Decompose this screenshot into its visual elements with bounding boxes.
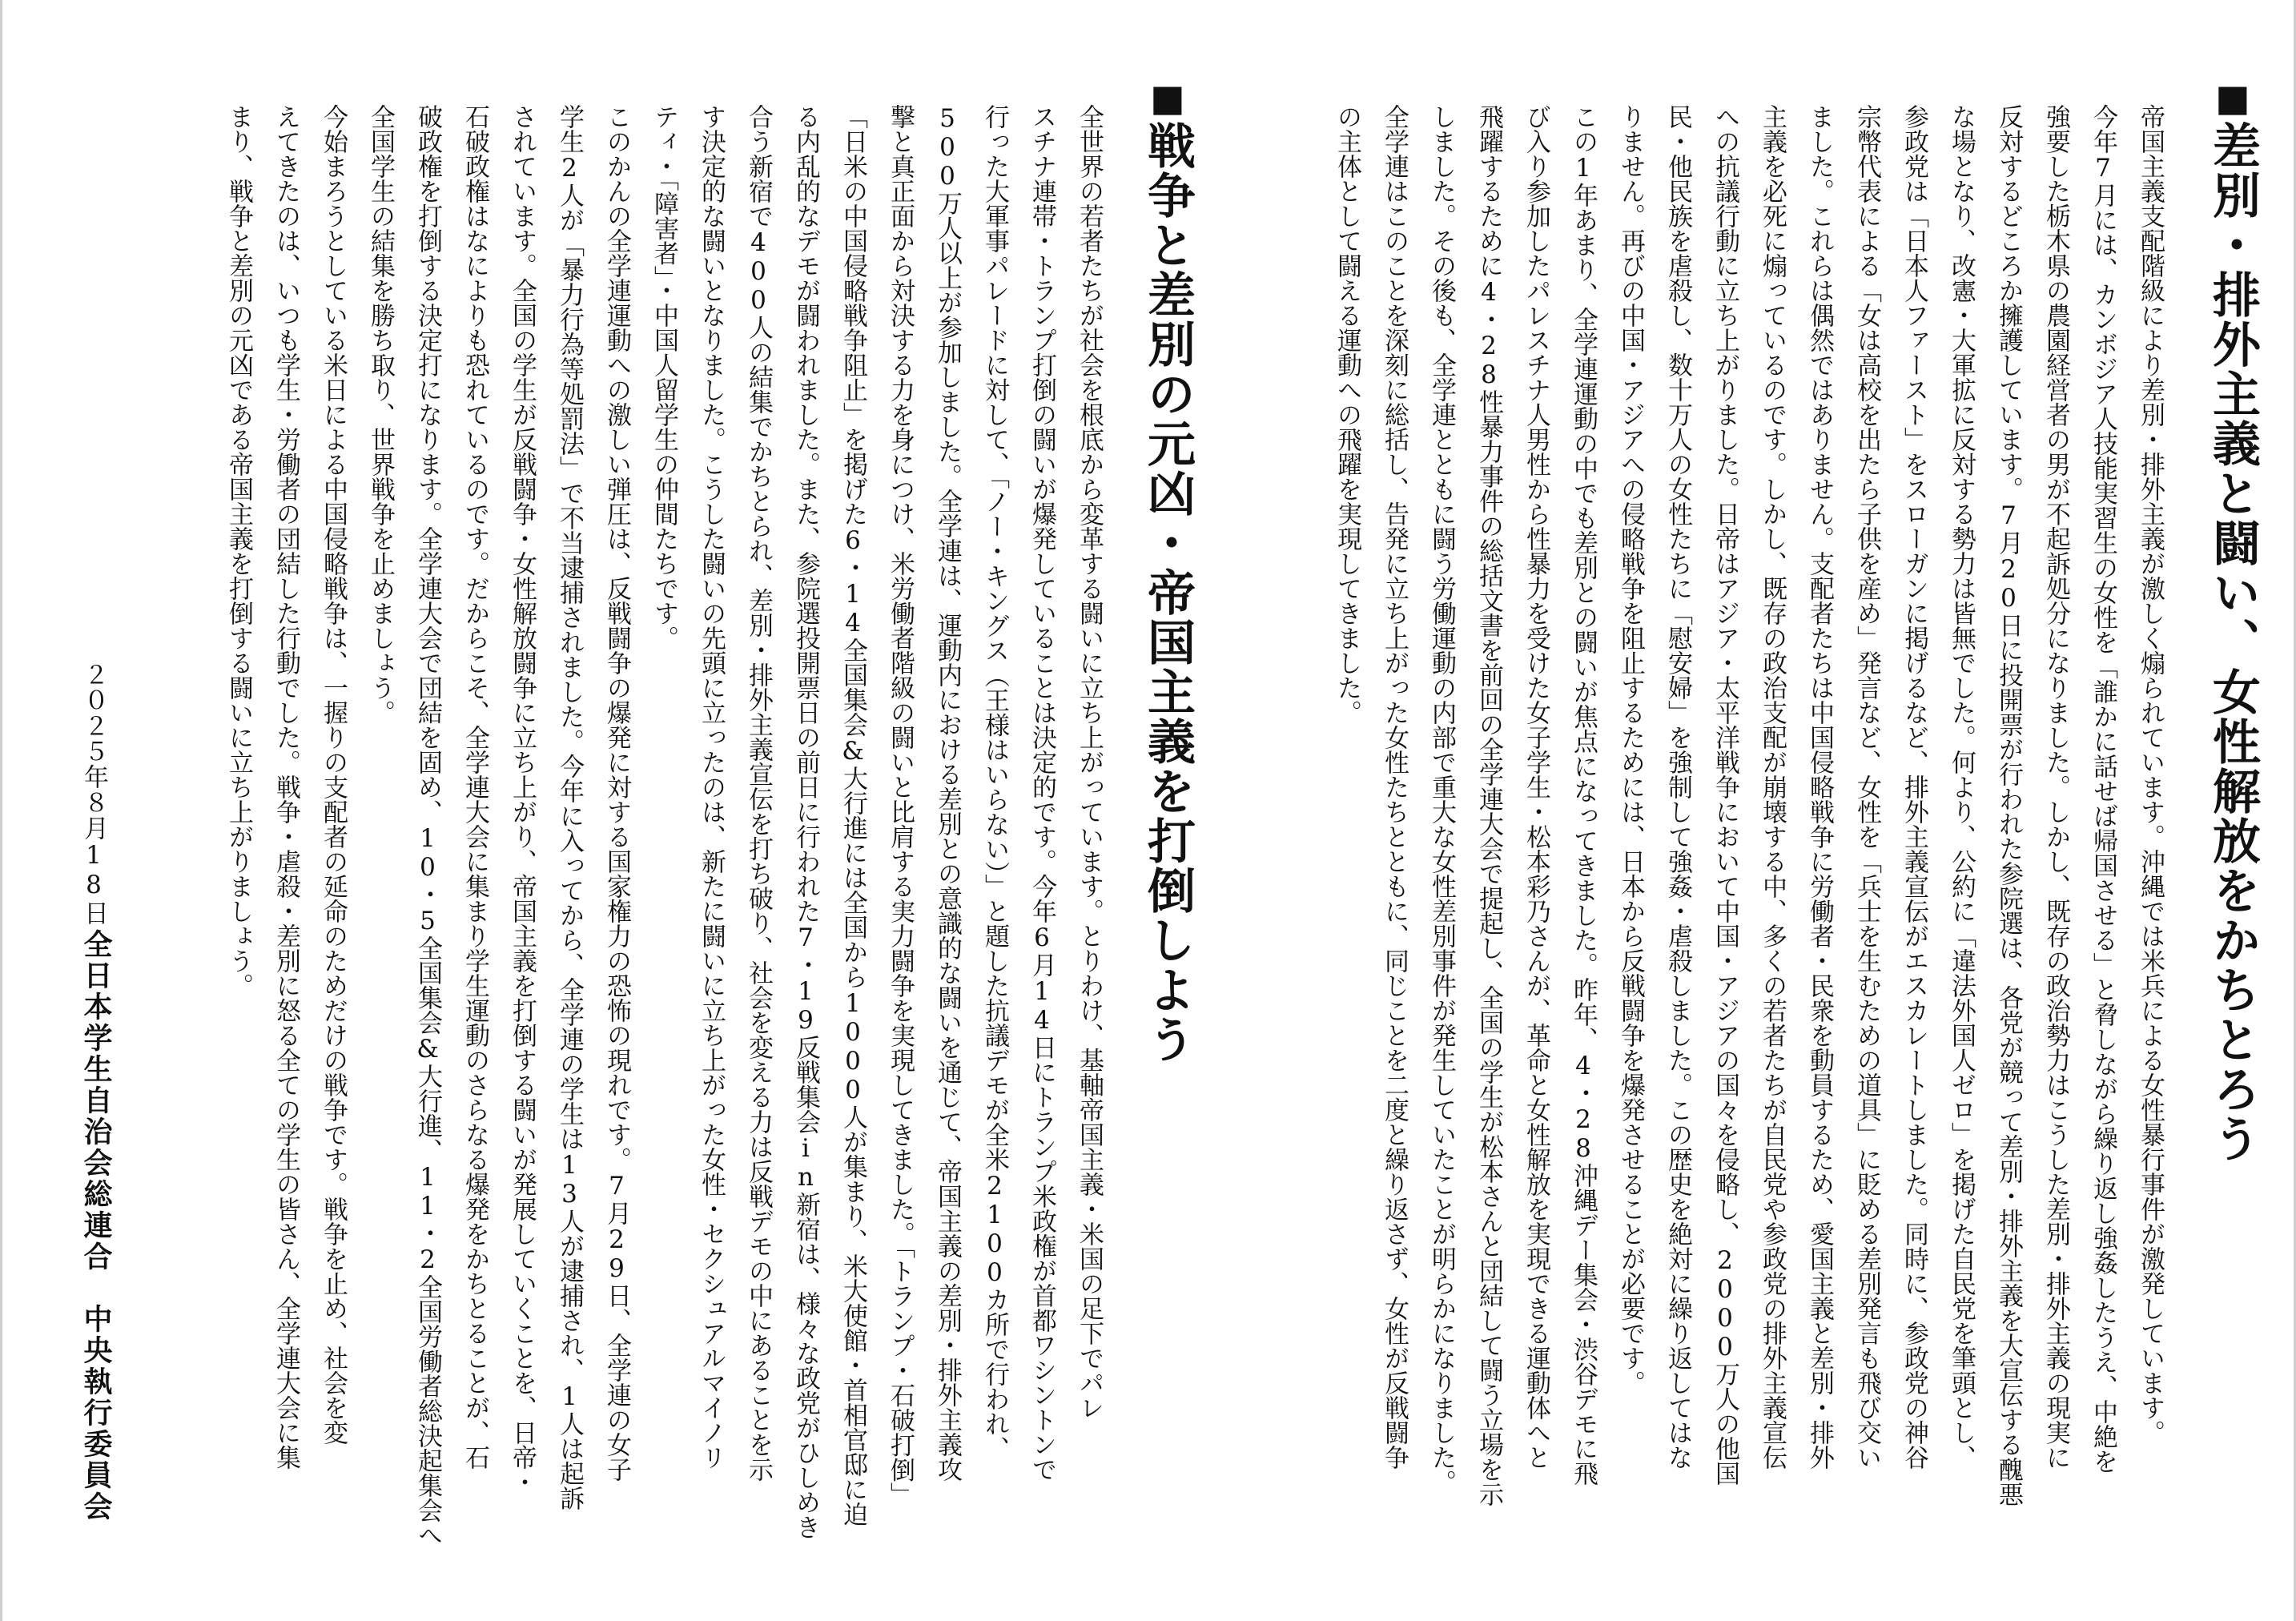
body-line: 参政党は「日本人ファースト」をスローガンに掲げるなど、排外主義宣伝がエスカレートしました。同時に、参政党の神谷 [1900, 104, 1928, 1470]
body-line: 学生2人が「暴力行為等処罰法」で不当逮捕されました。今年に入ってから、全学連の学生は13人が逮捕され、1人は起訴 [555, 104, 584, 1510]
body-line: な場となり、改憲・大軍拡に反対する勢力は皆無でした。何より、公約に「違法外国人ゼロ」を掲げた自民党を筆頭とし、 [1947, 104, 1976, 1470]
section-2-heading [1139, 76, 1196, 1085]
body-line: されています。全国の学生が反戦闘争・女性解放闘争に立ち上がり、帝国主義を打倒する闘いが発展していくことを、日帝・ [508, 104, 537, 1494]
section-1-heading [2204, 76, 2262, 1245]
section-1-heading-text: 差別・排外主義と闘い、女性解放をかちとろう [2205, 121, 2261, 1164]
body-line: 全学連はこのことを深刻に総括し、告発に立ち上がった女性たちとともに、同じことを二度と繰り返さず、女性が反戦闘争 [1380, 104, 1409, 1470]
body-line: 全国学生の結集を勝ち取り、世界戦争を止めましょう。 [366, 104, 395, 725]
heading-square-icon: ■ [1146, 76, 1189, 121]
section-2-body [215, 104, 1112, 1586]
body-line: 民・他民族を虐殺し、数十万人の女性たちに「慰安婦」を強制して強姦・虐殺しました。この歴史を絶対に繰り返してはな [1663, 104, 1692, 1470]
body-line: 今始まろうとしている米日による中国侵略戦争は、一握りの支配者の延命のためだけの戦争です。戦争を止め、社会を変 [319, 104, 348, 1445]
body-line: 500万人以上が参加しました。全学連は、運動内における差別との意識的な闘いを通じて、帝国主義の差別・排外主義攻 [933, 104, 962, 1482]
signature: 全日本学生自治会総連合 中央執行委員会 [79, 929, 113, 1522]
body-line: 主義を必死に煽っているのです。しかし、既存の政治支配が崩壊する中、多くの若者たちが自民党や参政党の排外主義宣伝 [1758, 104, 1787, 1470]
body-line: る内乱的なデモが闘われました。また、参院選投開票日の前日に行われた7・19反戦集会in新宿は、様々な政党がひしめき [791, 104, 820, 1539]
body-line: 宗幣代表による「女は高校を出たら子供を産め」発言など、女性を「兵士を生むための道具」に貶める差別発言も飛び交い [1852, 104, 1881, 1470]
body-line: 石破政権はなによりも恐れているのです。だからこそ、全学連大会に集まり学生運動のさらなる爆発をかちとることが、石 [460, 104, 489, 1470]
body-line: 破政権を打倒する決定打になります。全学連大会で団結を固め、10・5全国集会&大行進、11・2全国労働者総決起集会へ [413, 104, 442, 1547]
body-line: ティ・「障害者」・中国人留学生の仲間たちです。 [649, 104, 678, 650]
body-line: 帝国主義支配階級により差別・排外主義が激しく煽られています。沖縄では米兵による女性暴行事件が激発しています。 [2136, 104, 2165, 1445]
heading-square-icon: ■ [2211, 76, 2254, 121]
issue-date: ２０２５年８月18日 [79, 662, 108, 926]
body-line: す決定的な闘いとなりました。こうした闘いの先頭に立ったのは、新たに闘いに立ち上がった女性・セクシュアルマイノリ [697, 104, 726, 1470]
section-1-body [1323, 104, 2173, 1586]
body-line: しました。その後も、全学連とともに闘う労働運動の内部で重大な女性差別事件が発生していたことが明らかになりました。 [1427, 104, 1456, 1494]
body-line: このかんの全学連運動への激しい弾圧は、反戦闘争の爆発に対する国家権力の恐怖の現れです。7月29日、全学連の女子 [602, 104, 631, 1482]
body-line: りません。再びの中国・アジアへの侵略戦争を阻止するためには、日本から反戦闘争を爆発させることが必要です。 [1616, 104, 1645, 1395]
body-line: の主体として闘える運動への飛躍を実現してきました。 [1333, 104, 1361, 725]
body-line: 「日米の中国侵略戦争阻止」を掲げた6・14全国集会&大行進には全国から1000人が集まり、米大使館・首相官邸に迫 [838, 104, 867, 1526]
body-line: 全世界の若者たちが社会を根底から変革する闘いに立ち上がっています。とりわけ、基軸帝国主義・米国の足下でパレ [1075, 104, 1104, 1420]
body-line: 今年7月には、カンボジア人技能実習生の女性を「誰かに話せば帰国させる」と脅しながら繰り返し強姦したうえ、中絶を [2089, 104, 2117, 1474]
body-line: への抗議行動に立ち上がりました。日帝はアジア・太平洋戦争において中国・アジアの国々を侵略し、2000万人の他国 [1711, 104, 1739, 1486]
body-line: 撃と真正面から対決する力を身につけ、米労働者階級の闘いと比肩する実力闘争を実現してきました。「トランプ・石破打倒」 [886, 104, 915, 1507]
body-line: 強要した栃木県の農園経営者の男が不起訴処分になりました。しかし、既存の政治勢力はこうした差別・排外主義の現実に [2041, 104, 2070, 1470]
body-line: スチナ連帯・トランプ打倒の闘いが爆発していることは決定的です。今年6月14日にトランプ米政権が首都ワシントンで [1027, 104, 1056, 1482]
body-line: 行った大軍事パレードに対して、「ノー・キングス（王様はいらない）」と題した抗議デモが全米2100カ所で行われ、 [980, 104, 1009, 1461]
body-line: この1年あまり、全学連運動の中でも差別との闘いが焦点になってきました。昨年、4・28沖縄デー集会・渋谷デモに飛 [1569, 104, 1598, 1486]
body-line: ました。これらは偶然ではありません。支配者たちは中国侵略戦争に労働者・民衆を動員するため、愛国主義と差別・排外 [1805, 104, 1834, 1470]
body-line: 合う新宿で400人の結集でかちとられ、差別・排外主義宣伝を打ち破り、社会を変える力は反戦デモの中にあることを示 [744, 104, 773, 1482]
body-line: び入り参加したパレスチナ人男性から性暴力を受けた女子学生・松本彩乃さんが、革命と女性解放を実現できる運動体へと [1522, 104, 1550, 1470]
body-line: えてきたのは、いつも学生・労働者の団結した行動でした。戦争・虐殺・差別に怒る全ての学生の皆さん、全学連大会に集 [271, 104, 300, 1470]
section-2-heading-text: 戦争と差別の元凶・帝国主義を打倒しよう [1140, 121, 1196, 1064]
body-line: 飛躍するために4・28性暴力事件の総括文書を前回の全学連大会で提起し、全国の学生が松本さんと団結して闘う立場を示 [1474, 104, 1503, 1506]
body-line: 反対するどころか擁護しています。7月20日に投開票が行われた参院選は、各党が競って差別・排外主義を大宣伝する醜悪 [1994, 104, 2023, 1506]
body-line: まり、戦争と差別の元凶である帝国主義を打倒する闘いに立ち上がりましょう。 [224, 104, 253, 998]
